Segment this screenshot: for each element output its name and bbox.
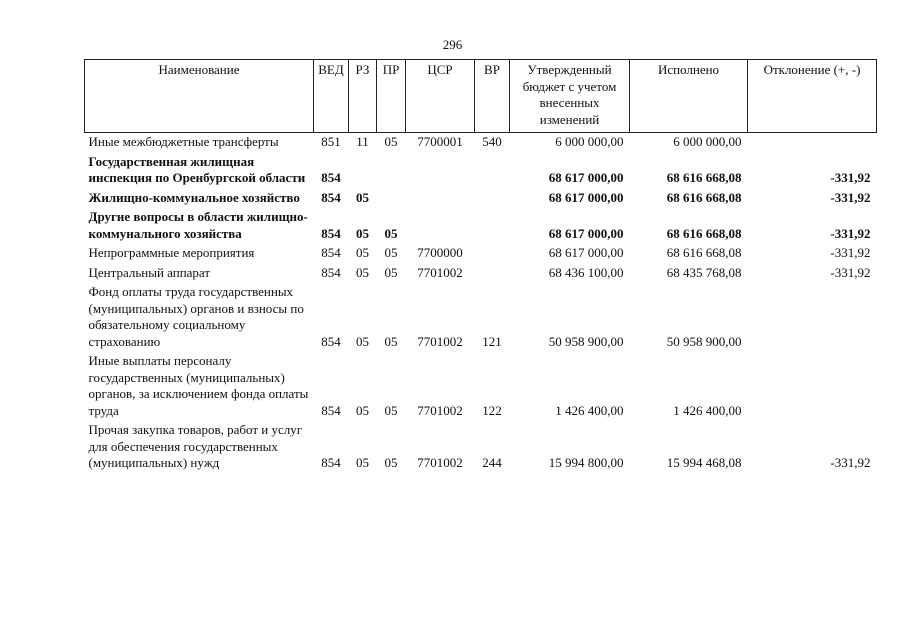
cell-deviation [748,133,877,153]
cell-pr: 05 [384,264,398,280]
cell-name: Прочая закупка товаров, работ и услуг для обеспечения государственных (муниципальных) нужд [88,422,303,470]
header-approved-budget: Утвержденный бюджет с учетом внесенных изменений [510,60,630,133]
cell-pr [377,153,406,189]
cell-name: Другие вопросы в области жилищно-коммунального хозяйства [88,209,308,241]
cell-ved: 854 [321,333,341,349]
cell-deviation: -331,92 [830,170,871,185]
table-row [85,208,877,244]
header-deviation: Отклонение (+, -) [748,60,877,133]
cell-rz: 05 [356,402,369,418]
cell-approved: 68 436 100,00 [548,264,624,280]
cell-ved: 854 [321,402,341,418]
cell-rz: 05 [356,455,369,470]
table-header-row [85,60,877,133]
table-row [85,352,877,421]
cell-executed: 15 994 468,08 [666,455,742,470]
cell-approved: 6 000 000,00 [555,134,624,149]
cell-ved: 851 [321,134,341,149]
cell-executed: 68 435 768,08 [666,264,742,280]
cell-name: Центральный аппарат [88,264,211,280]
cell-executed: 6 000 000,00 [673,134,742,149]
cell-rz: 05 [356,225,369,241]
cell-ved: 854 [321,264,341,280]
cell-approved: 68 617 000,00 [548,189,624,205]
header-csr: ЦСР [406,60,475,133]
table-body [85,133,877,474]
cell-executed: 68 616 668,08 [666,225,742,241]
cell-csr: 7701002 [417,402,463,418]
cell-approved: 68 617 000,00 [548,245,624,260]
cell-vr [475,208,510,244]
cell-pr [377,189,406,209]
header-name: Наименование [85,60,314,133]
cell-csr: 7700000 [417,245,463,260]
header-ved: ВЕД [314,60,349,133]
cell-ved: 854 [321,225,341,241]
cell-deviation: -331,92 [830,245,871,260]
table-row [85,153,877,189]
cell-vr [475,264,510,284]
cell-deviation: -331,92 [830,455,871,470]
cell-vr [475,153,510,189]
cell-deviation: -331,92 [830,225,871,241]
cell-rz: 05 [356,333,369,349]
cell-csr: 7700001 [417,134,463,149]
cell-approved: 1 426 400,00 [555,402,624,418]
cell-csr [406,189,475,209]
cell-name: Непрограммные мероприятия [88,245,255,260]
cell-executed: 68 616 668,08 [666,245,742,260]
cell-ved: 854 [321,245,341,260]
cell-csr: 7701002 [417,264,463,280]
cell-deviation: -331,92 [830,189,871,205]
cell-rz [349,153,377,189]
cell-pr: 05 [384,333,398,349]
table-row [85,189,877,209]
cell-vr: 122 [482,402,502,418]
cell-ved: 854 [321,170,341,185]
cell-executed: 68 616 668,08 [666,189,742,205]
cell-deviation: -331,92 [830,264,871,280]
table-row [85,264,877,284]
cell-rz: 05 [356,264,369,280]
page-number: 296 [442,37,463,52]
cell-executed: 68 616 668,08 [666,170,742,185]
header-executed: Исполнено [630,60,748,133]
header-pr: ПР [377,60,406,133]
cell-approved: 50 958 900,00 [548,333,624,349]
cell-name: Иные выплаты персоналу государственных (муниципальных) органов, за исключением фонда оплаты труда [88,353,309,418]
cell-vr: 121 [482,333,502,349]
cell-pr: 05 [384,245,398,260]
cell-approved: 15 994 800,00 [548,455,624,470]
cell-pr: 05 [384,134,398,149]
cell-approved: 68 617 000,00 [548,225,624,241]
cell-vr: 244 [482,455,502,470]
budget-execution-table [84,59,877,474]
cell-pr: 05 [384,455,398,470]
cell-rz: 11 [356,134,369,149]
cell-approved: 68 617 000,00 [548,170,624,185]
cell-name: Фонд оплаты труда государственных (муниципальных) органов и взносы по обязательному социальному страхованию [88,284,304,349]
cell-vr [475,189,510,209]
cell-deviation [748,283,877,352]
cell-csr [406,208,475,244]
cell-name: Жилищно-коммунальное хозяйство [88,189,300,205]
table-row [85,283,877,352]
cell-executed: 1 426 400,00 [673,402,742,418]
cell-name: Иные межбюджетные трансферты [88,134,279,149]
cell-csr: 7701002 [417,455,463,470]
cell-ved: 854 [321,189,341,205]
cell-vr [475,244,510,264]
cell-deviation [748,352,877,421]
table-row [85,421,877,474]
cell-csr [406,153,475,189]
cell-pr: 05 [384,402,398,418]
cell-executed: 50 958 900,00 [666,333,742,349]
cell-rz: 05 [356,245,369,260]
table-row [85,244,877,264]
table-row [85,133,877,153]
cell-ved: 854 [321,455,341,470]
header-rz: РЗ [349,60,377,133]
header-vr: ВР [475,60,510,133]
cell-pr: 05 [384,225,398,241]
cell-rz: 05 [356,189,369,205]
cell-csr: 7701002 [417,333,463,349]
cell-vr: 540 [482,134,502,149]
cell-name: Государственная жилищная инспекция по Оренбургской области [88,153,306,185]
